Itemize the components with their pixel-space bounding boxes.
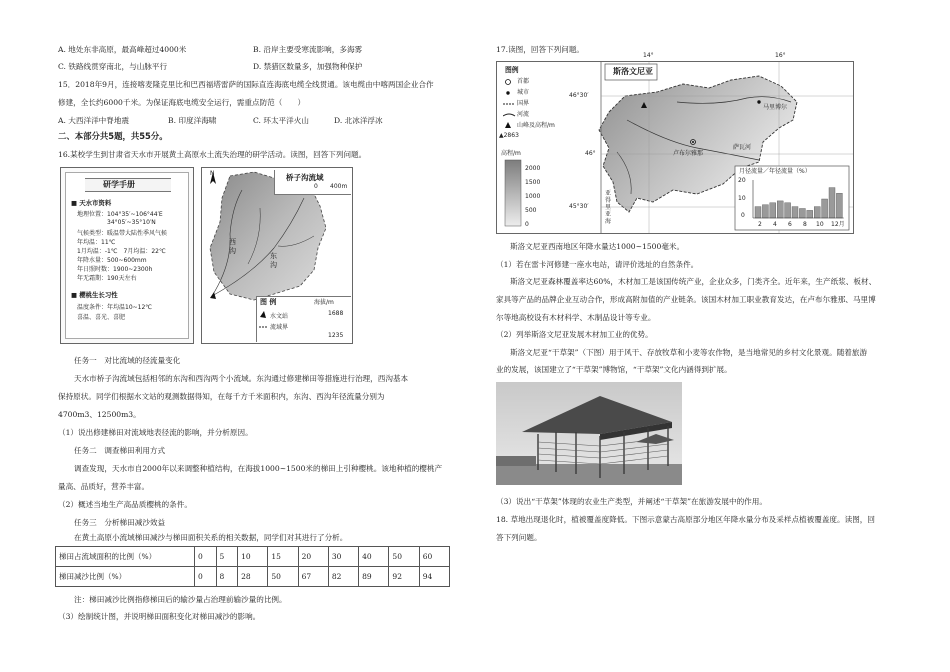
lat-46-30: 46°30′ <box>569 92 589 99</box>
legend-peak: 山峰及高程/m <box>517 122 555 129</box>
task1-paragraph-line1: 天水市桥子沟流域包括相邻的东沟和西沟两个小流域。东沟通过修建梯田等措施进行治理，西沟基本 <box>74 374 409 383</box>
q15-option-a: A. 大西洋洋中脊地震 <box>58 116 130 125</box>
task2-paragraph-line2: 量高、品质好，营养丰富。 <box>58 482 150 491</box>
inset-runoff-bar <box>777 201 783 218</box>
table-cell: 50 <box>389 547 419 567</box>
elevation-title: 高程/m <box>501 150 521 157</box>
handbook-line: 年降水量：500~600mm <box>77 257 147 264</box>
research-handbook <box>60 167 194 344</box>
legend-capital: 首都 <box>517 78 530 85</box>
handbook-line: 年无霜期：190天左右 <box>77 275 137 282</box>
inset-ytick: 10 <box>738 195 746 202</box>
legend-title: 图 例 <box>260 298 277 306</box>
handbook-line: 1月均温：-1℃ 7月均温：22℃ <box>77 248 166 255</box>
legend-border: 国界 <box>517 100 530 107</box>
watershed-map-title: 桥子沟流域 <box>286 173 324 182</box>
inset-xtick: 4 <box>773 221 777 228</box>
map-legend-title: 图例 <box>505 66 519 74</box>
legend-river: 河流 <box>517 111 530 118</box>
table-cell: 10 <box>238 547 268 567</box>
hydro-station-icon <box>210 292 216 299</box>
table-note: 注：梯田减沙比例指修梯田后的输沙量占治理前输沙量的比例。 <box>74 595 287 604</box>
inset-runoff-bar <box>792 207 798 218</box>
elevation-low: 1235 <box>328 332 344 339</box>
section2-heading: 二、本部分共5题，共55分。 <box>58 131 168 141</box>
q16-intro: 16.某校学生到甘肃省天水市开展黄土高原水土流失治理的研学活动。读图，回答下列问题。 <box>58 150 367 159</box>
legend-city-icon <box>506 91 509 94</box>
elevation-tick: 2000 <box>525 165 541 172</box>
q18-stem-line1: 18. 草地出现退化时，植被覆盖度降低。下图示意蒙古高原部分地区年降水量分布及采样点植被覆盖度。读图，回 <box>496 515 875 524</box>
table-cell: 60 <box>419 547 449 567</box>
elevation-tick: 1000 <box>525 193 541 200</box>
q14-option-b: B. 沿岸主要受寒流影响，多海雾 <box>253 45 363 54</box>
adriatic-sea-label: 亚得里亚海 <box>605 190 612 225</box>
handbook-line: 年日照时数：1900~2300h <box>77 266 153 273</box>
map-title: 斯洛文尼亚 <box>613 67 653 76</box>
table-cell: 0 <box>195 567 217 587</box>
q15-option-b: B. 印度洋海啸 <box>168 116 217 125</box>
handbook-section-tianshui: ■ 天水市资料 <box>71 199 112 207</box>
inset-runoff-bar <box>836 193 842 218</box>
east-gully-label: 东沟 <box>270 252 277 269</box>
handbook-section-cherry: ■ 樱桃生长习性 <box>71 291 118 299</box>
inset-runoff-bar <box>770 203 776 218</box>
q15-stem-line2: 修建，全长约6000千米。为保证海底电缆安全运行，需重点防范（ ） <box>58 98 306 107</box>
slovenia-map <box>496 52 854 234</box>
handbook-line: 温度条件：年均温10~12℃ <box>77 304 153 311</box>
legend-hydro-station: 水文站 <box>270 313 289 320</box>
q15-option-d: D. 北冰洋浮冰 <box>334 116 383 125</box>
q14-option-c: C. 铁路线贯穿南北，与山脉平行 <box>58 62 168 71</box>
legend-city: 城市 <box>517 89 530 96</box>
elevation-high: 1688 <box>328 310 344 317</box>
inset-runoff-bar <box>785 203 791 218</box>
q17-paragraph3-line1: 斯洛文尼亚“干草架”（下图）用于风干、存放牧草和小麦等农作物，是当地常见的乡村文化景观。随着旅游 <box>510 348 868 357</box>
table-cell: 50 <box>268 567 298 587</box>
table-row <box>56 547 450 567</box>
q16-2: （2）概述当地生产高品质樱桃的条件。 <box>58 500 192 509</box>
q17-paragraph3-line2: 业的发展，该国建立了“干草架”博物馆，“干草架”文化内涵得到扩展。 <box>496 365 732 374</box>
north-label: N <box>210 170 215 177</box>
scale-zero: 0 <box>314 183 318 190</box>
inset-xtick: 12月 <box>831 221 845 228</box>
task1-heading: 任务一 对比流域的径流量变化 <box>74 356 181 365</box>
lon-14: 14° <box>643 52 654 59</box>
handbook-line: 气候类型：暖温带大陆性季风气候 <box>77 230 168 237</box>
peak-elevation: ▲2863 <box>499 132 519 139</box>
scale-400m: 400m <box>330 183 348 190</box>
table-cell: 94 <box>419 567 449 587</box>
inset-xtick: 10 <box>816 221 824 228</box>
handbook-line: 喜温、喜光、喜肥 <box>77 314 126 321</box>
q18-stem-line2: 答下列问题。 <box>496 533 542 542</box>
elevation-tick: 500 <box>525 207 537 214</box>
place-maribor: 马里博尔 <box>763 104 788 111</box>
q17-1: （1）若在雷卡河修建一座水电站，请评价选址的自然条件。 <box>496 260 699 269</box>
inset-runoff-bar <box>807 210 813 218</box>
q15-option-c: C. 环太平洋火山 <box>253 116 309 125</box>
handbook-line: 年均温：11℃ <box>77 239 116 246</box>
table-cell: 28 <box>238 567 268 587</box>
table-cell: 5 <box>216 547 238 567</box>
table-cell: 20 <box>298 547 328 567</box>
q17-paragraph1: 斯洛文尼亚西南地区年降水量达1000~1500毫米。 <box>510 242 685 251</box>
place-ljubljana: 卢布尔雅那 <box>673 150 704 157</box>
q17-3: （3）说出“干草架”体现的农业生产类型，并阐述“干草架”在旅游发展中的作用。 <box>496 497 767 506</box>
lat-46: 46° <box>585 150 596 157</box>
q17-paragraph2-line3: 尔等地高校设有木材科学、木制品设计等专业。 <box>496 313 656 322</box>
q15-stem-line1: 15．2018年9月，连接喀麦隆克里比和巴西福塔雷萨的国际直连海底电缆全线贯通。该电缆由中喀两国企业合作 <box>58 80 434 89</box>
inset-runoff-bar <box>822 199 828 218</box>
q14-option-a: A. 地处东非高原，最高峰超过4000米 <box>58 45 187 54</box>
inset-runoff-bar <box>799 209 805 219</box>
handbook-line: 地理位置：104°35′~106°44′E <box>77 211 163 218</box>
table-cell: 30 <box>328 547 358 567</box>
table-cell: 40 <box>359 547 389 567</box>
inset-runoff-bar <box>762 205 768 218</box>
inset-runoff-bar <box>814 207 820 218</box>
handbook-line: 34°05′~35°10′N <box>77 219 156 226</box>
elevation-tick: 1500 <box>525 179 541 186</box>
west-gully-label: 西沟 <box>229 238 236 255</box>
inset-runoff-bar <box>755 207 761 218</box>
q16-1: （1）说出修建梯田对流域地表径流的影响，并分析原因。 <box>58 428 253 437</box>
lat-45-30: 45°30′ <box>569 203 589 210</box>
table-row-label: 梯田占流域面积的比例（%） <box>56 547 195 567</box>
table-cell: 0 <box>195 547 217 567</box>
task1-paragraph-line2: 保持原状。同学们根据水文站的观测数据得知，在每千方千米面积内，东沟、西沟年径流量分别为 <box>58 392 385 401</box>
elevation-tick: 0 <box>525 221 529 228</box>
city-icon <box>757 100 760 103</box>
table-cell: 67 <box>298 567 328 587</box>
q16-3: （3）绘制统计图，并说明梯田面积变化对梯田减沙的影响。 <box>58 612 261 621</box>
q17-intro: 17.读图，回答下列问题。 <box>496 45 585 54</box>
legend-peak-icon <box>505 122 511 128</box>
legend-elevation-title: 海拔/m <box>314 299 334 306</box>
inset-xtick: 8 <box>803 221 807 228</box>
q14-option-d: D. 禁猎区数量多，加强物种保护 <box>253 62 363 71</box>
table-cell: 89 <box>359 567 389 587</box>
task2-paragraph-line1: 调查发现，天水市自2000年以来调整种植结构，在海拔1000~1500米的梯田上引种樱桃。该地种植的樱桃产 <box>74 464 443 473</box>
inset-ytick: 20 <box>738 177 746 184</box>
task3-heading: 任务三 分析梯田减沙效益 <box>74 518 166 527</box>
q17-paragraph2-line1: 斯洛文尼亚森林覆盖率达60%，木材加工是该国传统产业，企业众多，门类齐全。近年来，生产纸浆、板材、 <box>510 277 877 286</box>
task1-paragraph-line3: 4700m3、12500m3。 <box>58 410 141 419</box>
table-cell: 8 <box>216 567 238 587</box>
inset-ytick: 0 <box>741 212 745 219</box>
legend-boundary: 流域界 <box>270 324 289 331</box>
inset-chart-title: 月径流量／年径流量（%） <box>739 168 811 175</box>
table-cell: 82 <box>328 567 358 587</box>
inset-runoff-bar <box>829 188 835 218</box>
table-row-label: 梯田减沙比例（%） <box>56 567 195 587</box>
watershed-map <box>201 167 353 344</box>
task2-heading: 任务二 调查梯田利用方式 <box>74 446 166 455</box>
handbook-title: 研学手册 <box>103 180 135 189</box>
inset-xtick: 6 <box>788 221 792 228</box>
q17-paragraph2-line2: 家具等产品的品牌企业互动合作，形成高附加值的产业链条。该国木材加工职业教育发达，在卢布尔雅那、马里博 <box>496 295 876 304</box>
q17-2: （2）列举斯洛文尼亚发展木材加工业的优势。 <box>496 330 653 339</box>
table-cell: 92 <box>389 567 419 587</box>
task3-paragraph: 在黄土高原小流域梯田减沙与梯田面积关系的相关数据，同学们对其进行了分析。 <box>74 533 348 542</box>
legend-station-icon <box>260 311 266 318</box>
terrace-data-table <box>55 546 450 587</box>
hay-rack-photo <box>496 382 682 485</box>
table-row <box>56 567 450 587</box>
place-sava-river: 萨瓦河 <box>733 144 752 151</box>
table-cell: 15 <box>268 547 298 567</box>
lon-16: 16° <box>775 52 786 59</box>
inset-xtick: 2 <box>758 221 762 228</box>
